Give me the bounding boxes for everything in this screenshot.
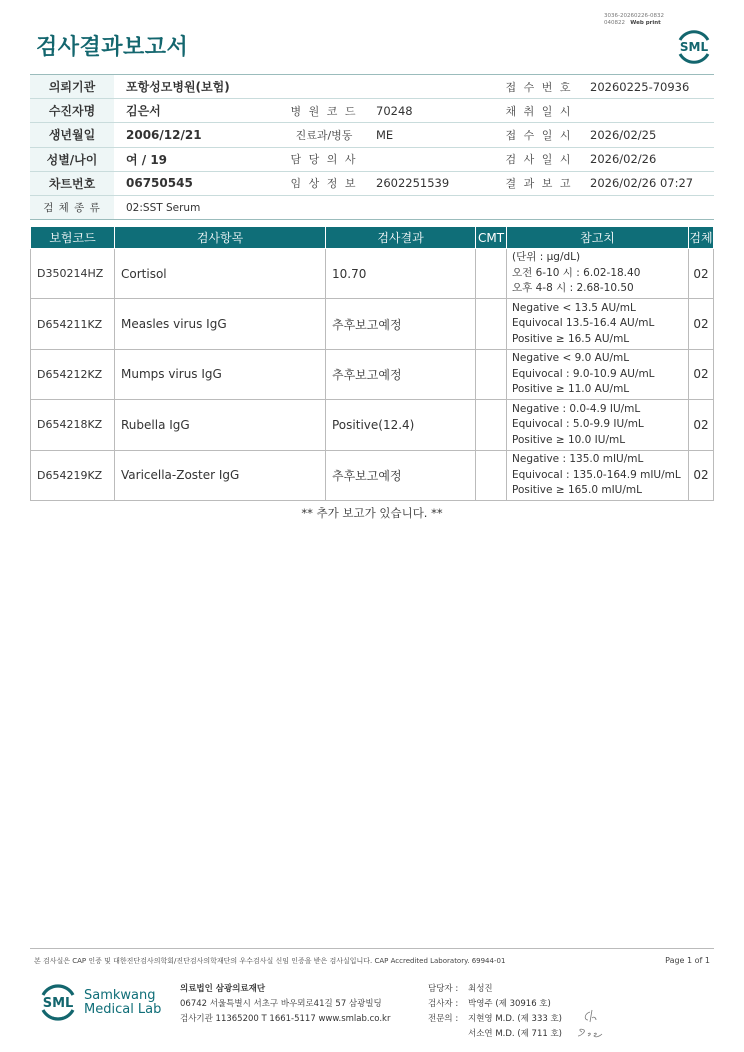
test-specimen: 02 bbox=[689, 299, 714, 349]
print-code: 040822 bbox=[604, 20, 625, 26]
test-code: D654218KZ bbox=[31, 400, 115, 450]
staff-entry: 서소연 M.D. (제 711 호) bbox=[468, 1029, 563, 1039]
test-reference: Negative : 135.0 mIU/mL Equivocal : 135.0-164.9 mIU/mL Positive ≥ 165.0 mIU/mL bbox=[507, 450, 689, 500]
info-value: 06750545 bbox=[114, 171, 284, 195]
info-row bbox=[30, 171, 714, 195]
info-label: 검 사 일 시 bbox=[500, 147, 578, 171]
test-item: Mumps virus IgG bbox=[115, 349, 326, 399]
accreditation-statement: 본 검사실은 CAP 인증 및 대한진단검사의학회/진단검사의학재단의 우수검사실 신임 인증을 받은 검사실입니다. CAP Accredited Laboratory. 69944-01 bbox=[34, 957, 506, 965]
sml-footer-logo-icon bbox=[36, 980, 80, 1024]
info-row bbox=[30, 195, 714, 219]
info-row bbox=[30, 99, 714, 123]
info-label: 생년월일 bbox=[30, 123, 114, 147]
page-number: Page 1 of 1 bbox=[665, 956, 710, 965]
test-reference: (단위 : μg/dL) 오전 6-10 시 : 6.02-18.40 오후 4-8 시 : 2.68-10.50 bbox=[507, 249, 689, 299]
test-result: 추후보고예정 bbox=[326, 299, 476, 349]
org-name: 의료법인 삼광의료재단 bbox=[180, 984, 266, 994]
test-specimen: 02 bbox=[689, 249, 714, 299]
info-label: 결 과 보 고 bbox=[500, 171, 578, 195]
staff-entry: 검사자 : 박영주 (제 30916 호) bbox=[428, 999, 551, 1009]
info-row bbox=[30, 147, 714, 171]
info-label: 접 수 일 시 bbox=[500, 123, 578, 147]
info-label: 병 원 코 드 bbox=[284, 99, 364, 123]
test-reference: Negative : 0.0-4.9 IU/mL Equivocal : 5.0-9.9 IU/mL Positive ≥ 10.0 IU/mL bbox=[507, 400, 689, 450]
test-cmt bbox=[476, 299, 507, 349]
info-value: 포항성모병원(보험) bbox=[114, 75, 500, 99]
test-item: Cortisol bbox=[115, 249, 326, 299]
col-header-ref: 참고치 bbox=[507, 227, 689, 249]
signature-icon bbox=[576, 1006, 610, 1042]
test-result: 10.70 bbox=[326, 249, 476, 299]
test-code: D654219KZ bbox=[31, 450, 115, 500]
info-row bbox=[30, 75, 714, 99]
lab-name bbox=[84, 989, 161, 1017]
test-result: 추후보고예정 bbox=[326, 450, 476, 500]
test-cmt bbox=[476, 450, 507, 500]
test-code: D654212KZ bbox=[31, 349, 115, 399]
info-label: 성별/나이 bbox=[30, 147, 114, 171]
table-row bbox=[31, 299, 714, 349]
col-header-specimen: 검체 bbox=[689, 227, 714, 249]
info-value: 2026/02/26 bbox=[578, 147, 714, 171]
test-item: Rubella IgG bbox=[115, 400, 326, 450]
test-item: Varicella-Zoster IgG bbox=[115, 450, 326, 500]
table-row bbox=[31, 400, 714, 450]
organization-info bbox=[180, 982, 390, 1027]
test-cmt bbox=[476, 349, 507, 399]
info-value: 2026/02/25 bbox=[578, 123, 714, 147]
info-row bbox=[30, 123, 714, 147]
info-value: 02:SST Serum bbox=[114, 195, 714, 219]
lab-name-line1: Samkwang bbox=[84, 988, 156, 1003]
print-mode: Web print bbox=[630, 20, 661, 26]
test-code: D654211KZ bbox=[31, 299, 115, 349]
info-label: 검 체 종 류 bbox=[30, 195, 114, 219]
staff-entry: 전문의 : 지현영 M.D. (제 333 호) bbox=[428, 1014, 563, 1024]
test-specimen: 02 bbox=[689, 400, 714, 450]
additional-report-note: ** 추가 보고가 있습니다. ** bbox=[301, 506, 443, 520]
sml-logo-text: SML bbox=[679, 40, 709, 54]
test-reference: Negative < 13.5 AU/mL Equivocal 13.5-16.4 AU/mL Positive ≥ 16.5 AU/mL bbox=[507, 299, 689, 349]
sml-footer-logo-text: SML bbox=[42, 996, 74, 1011]
info-value: 2006/12/21 bbox=[114, 123, 284, 147]
results-table bbox=[30, 226, 714, 501]
patient-info-table bbox=[30, 74, 714, 220]
info-label: 진료과/병동 bbox=[284, 123, 364, 147]
col-header-item: 검사항목 bbox=[115, 227, 326, 249]
info-value: ME bbox=[364, 123, 500, 147]
info-value: 20260225-70936 bbox=[578, 75, 714, 99]
info-value: 70248 bbox=[364, 99, 500, 123]
info-label: 채 취 일 시 bbox=[500, 99, 578, 123]
test-reference: Negative < 9.0 AU/mL Equivocal : 9.0-10.9 AU/mL Positive ≥ 11.0 AU/mL bbox=[507, 349, 689, 399]
info-label: 수진자명 bbox=[30, 99, 114, 123]
test-result: Positive(12.4) bbox=[326, 400, 476, 450]
info-value bbox=[578, 99, 714, 123]
info-label: 담 당 의 사 bbox=[284, 147, 364, 171]
org-address: 06742 서울특별시 서초구 바우뫼로41길 57 삼광빌딩 bbox=[180, 999, 382, 1009]
table-row bbox=[31, 349, 714, 399]
print-id-number: 3036-20260226-0832 bbox=[604, 13, 664, 19]
info-value: 2602251539 bbox=[364, 171, 500, 195]
test-specimen: 02 bbox=[689, 349, 714, 399]
info-label: 임 상 정 보 bbox=[284, 171, 364, 195]
info-value bbox=[364, 147, 500, 171]
sml-logo-icon bbox=[674, 26, 714, 66]
staff-entry: 담당자 : 최성진 bbox=[428, 984, 493, 994]
table-row bbox=[31, 249, 714, 299]
info-value: 김은서 bbox=[114, 99, 284, 123]
info-value: 2026/02/26 07:27 bbox=[578, 171, 714, 195]
test-cmt bbox=[476, 400, 507, 450]
info-label: 차트번호 bbox=[30, 171, 114, 195]
lab-name-line2: Medical Lab bbox=[84, 1002, 162, 1017]
results-header-row bbox=[31, 227, 714, 249]
report-title: 검사결과보고서 bbox=[36, 35, 189, 60]
table-row bbox=[31, 450, 714, 500]
info-value: 여 / 19 bbox=[114, 147, 284, 171]
col-header-code: 보험코드 bbox=[31, 227, 115, 249]
test-item: Measles virus IgG bbox=[115, 299, 326, 349]
test-cmt bbox=[476, 249, 507, 299]
org-contact: 검사기관 11365200 T 1661-5117 www.smlab.co.kr bbox=[180, 1014, 391, 1024]
footer-divider bbox=[30, 948, 714, 949]
col-header-cmt: CMT bbox=[476, 227, 507, 249]
test-result: 추후보고예정 bbox=[326, 349, 476, 399]
info-label: 접 수 번 호 bbox=[500, 75, 578, 99]
test-specimen: 02 bbox=[689, 450, 714, 500]
info-label: 의뢰기관 bbox=[30, 75, 114, 99]
col-header-result: 검사결과 bbox=[326, 227, 476, 249]
staff-list bbox=[428, 982, 562, 1042]
test-code: D350214HZ bbox=[31, 249, 115, 299]
print-id bbox=[604, 13, 664, 27]
